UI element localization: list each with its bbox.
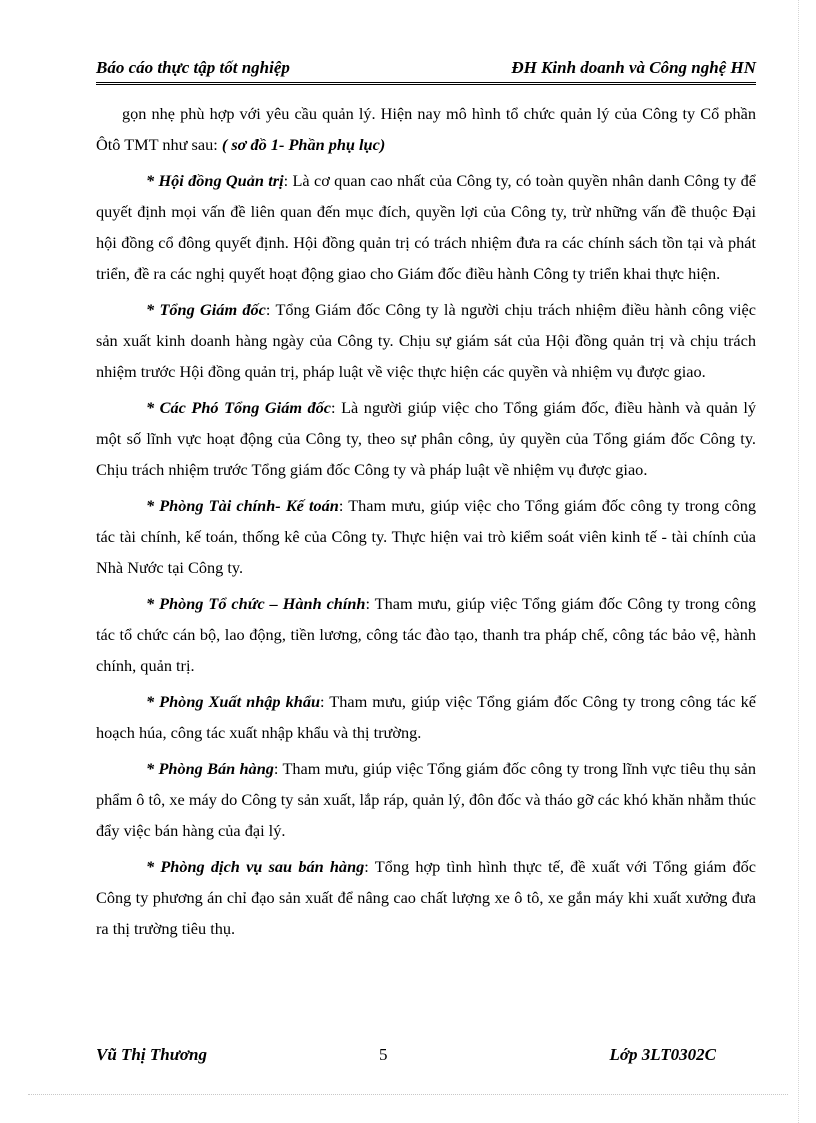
footer-author: Vũ Thị Thương: [96, 1045, 207, 1064]
header-university: ĐH Kinh doanh và Công nghệ HN: [511, 58, 756, 77]
section-text: : Tổng hợp tình hình thực tế, đề xuất với Tổng giám đốc Công ty phương án chỉ đạo sản xuất để nâng cao chất lượng xe ô tô, xe gắn máy khi xuất xưởng đưa ra thị trường tiêu thụ.: [96, 857, 756, 938]
page-boundary-vertical: [798, 0, 799, 1123]
page-number: 5: [379, 1045, 388, 1064]
section-after-sales: [96, 851, 756, 944]
section-sales: [96, 753, 756, 846]
section-text: : Tổng Giám đốc Công ty là người chịu trách nhiệm điều hành công việc sản xuất kinh doanh hàng ngày của Công ty. Chịu sự giám sát của Hội đồng quản trị và chịu trách nhiệm trước Hội đồng quản trị, pháp luật về việc thực hiện các quyền và nhiệm vụ được giao.: [96, 300, 757, 381]
page-footer: [96, 1045, 756, 1067]
section-text: : Tham mưu, giúp việc Tổng giám đốc công ty trong lĩnh vực tiêu thụ sản phẩm ô tô, xe máy do Công ty sản xuất, lắp ráp, quản lý, đôn đốc và tháo gỡ các khó khăn nhằm thúc đẩy việc bán hàng của đại lý.: [96, 759, 756, 840]
section-term: * Các Phó Tổng Giám đốc: [146, 398, 332, 417]
section-term: * Phòng dịch vụ sau bán hàng: [146, 857, 365, 876]
section-term: * Phòng Tài chính- Kế toán: [146, 496, 339, 515]
section-organization-admin: [96, 588, 756, 681]
page-header: [96, 56, 756, 85]
section-term: * Phòng Tổ chức – Hành chính: [146, 594, 366, 613]
section-general-director: [96, 294, 756, 387]
section-term: * Hội đồng Quản trị: [146, 171, 284, 190]
section-board-of-directors: [96, 165, 756, 289]
section-deputy-directors: [96, 392, 756, 485]
intro-paragraph: [96, 98, 756, 160]
header-report-title: Báo cáo thực tập tốt nghiệp: [96, 58, 290, 77]
appendix-reference: ( sơ đồ 1- Phần phụ lục): [221, 135, 386, 154]
intro-text: gọn nhẹ phù hợp với yêu cầu quản lý. Hiện nay mô hình tổ chức quản lý của Công ty Cổ phần Ôtô TMT như sau:: [96, 104, 756, 154]
section-term: * Phòng Xuất nhập khẩu: [146, 692, 321, 711]
document-body: [96, 98, 756, 949]
section-import-export: [96, 686, 756, 748]
section-term: * Phòng Bán hàng: [146, 759, 274, 778]
section-text: : Tham mưu, giúp việc cho Tổng giám đốc công ty trong công tác tài chính, kế toán, thống kê của Công ty. Thực hiện vai trò kiểm soát viên kinh tế - tài chính của Nhà Nước tại Công ty.: [96, 496, 756, 577]
section-text: : Là người giúp việc cho Tổng giám đốc, điều hành và quản lý một số lĩnh vực hoạt động của Công ty, theo sự phân công, ủy quyền của Tổng giám đốc Công ty. Chịu trách nhiệm trước Tổng giám đốc Công ty và pháp luật về nhiệm vụ được giao.: [96, 398, 757, 479]
section-term: * Tổng Giám đốc: [146, 300, 266, 319]
page-boundary-line: [28, 1094, 788, 1095]
section-text: : Tham mưu, giúp việc Tổng giám đốc Công ty trong công tác tổ chức cán bộ, lao động, tiền lương, công tác đào tạo, thanh tra pháp chế, công tác bảo vệ, hành chính, quản trị.: [96, 594, 757, 675]
section-text: : Là cơ quan cao nhất của Công ty, có toàn quyền nhân danh Công ty để quyết định mọi vấn đề liên quan đến mục đích, quyền lợi của Công ty, trừ những vấn đề thuộc Đại hội đồng cổ đông quyết định. Hội đồng quản trị có trách nhiệm đưa ra các chính sách tồn tại và phát triển, đề ra các nghị quyết hoạt động giao cho Giám đốc điều hành Công ty triển khai thực hiện.: [96, 171, 756, 283]
section-finance-accounting: [96, 490, 756, 583]
section-text: : Tham mưu, giúp việc Tổng giám đốc Công ty trong công tác kế hoạch húa, công tác xuất nhập khẩu và thị trường.: [96, 692, 756, 742]
footer-class: Lớp 3LT0302C: [609, 1045, 716, 1064]
